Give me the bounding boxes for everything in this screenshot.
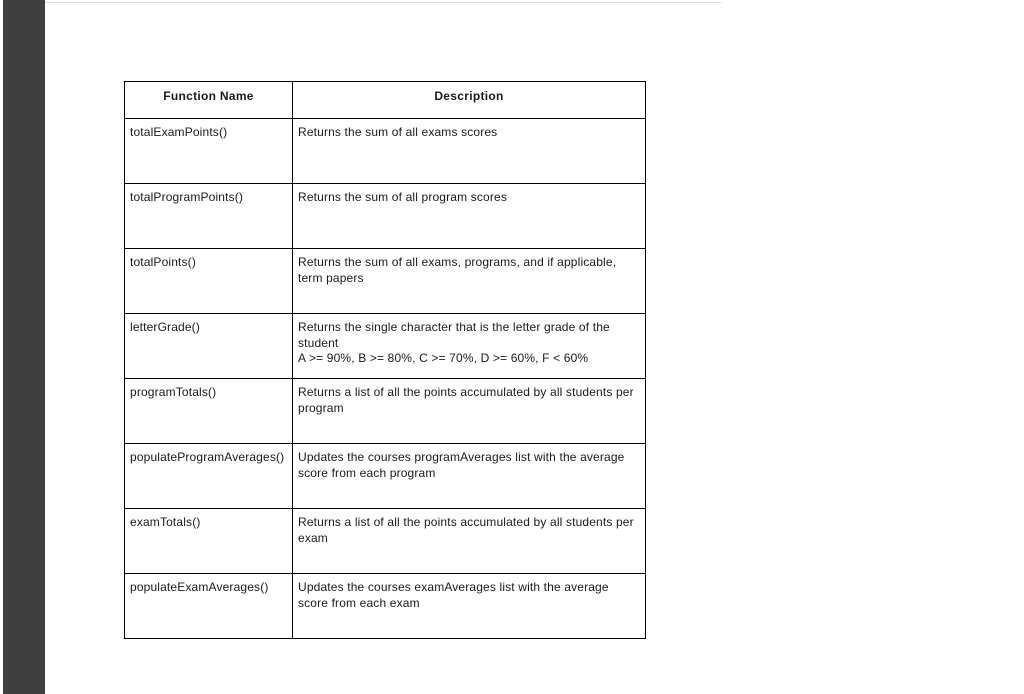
description-cell: [293, 509, 646, 574]
description-cell: [293, 444, 646, 509]
description-text: Returns a list of all the points accumulated by all students per program: [298, 385, 634, 415]
sidebar-edge: [0, 0, 3, 694]
function-name: examTotals(): [130, 515, 201, 529]
page-top-border: [45, 2, 721, 3]
description-cell: [293, 314, 646, 379]
function-name-cell: [125, 379, 293, 444]
grade-scale-text: A >= 90%, B >= 80%, C >= 70%, D >= 60%, F < 60%: [298, 351, 589, 365]
description-text: Returns a list of all the points accumulated by all students per exam: [298, 515, 634, 545]
table-row: [125, 184, 646, 249]
function-name-cell: [125, 249, 293, 314]
description-cell: [293, 574, 646, 639]
header-function-name: [125, 82, 293, 119]
description-cell: [293, 379, 646, 444]
header-function-name-label: Function Name: [163, 89, 254, 103]
table-row: [125, 379, 646, 444]
function-name: totalPoints(): [130, 255, 196, 269]
description-text: Updates the courses examAverages list with the average score from each exam: [298, 580, 609, 610]
function-name: populateExamAverages(): [130, 580, 269, 594]
table-body: [125, 119, 646, 639]
description-text: Returns the sum of all program scores: [298, 190, 507, 204]
table-row: [125, 314, 646, 379]
table-row: [125, 444, 646, 509]
function-name-cell: [125, 314, 293, 379]
function-name-cell: [125, 119, 293, 184]
function-name: totalProgramPoints(): [130, 190, 244, 204]
description-text: Returns the sum of all exams scores: [298, 125, 498, 139]
header-description: [293, 82, 646, 119]
description-text: Returns the sum of all exams, programs, and if applicable, term papers: [298, 255, 617, 285]
table-header-row: [125, 82, 646, 119]
description-text: Updates the courses programAverages list with the average score from each program: [298, 450, 625, 480]
function-name-cell: [125, 574, 293, 639]
function-name-cell: [125, 184, 293, 249]
function-name: populateProgramAverages(): [130, 450, 285, 464]
table-row: [125, 249, 646, 314]
function-name-cell: [125, 444, 293, 509]
left-sidebar: [0, 0, 45, 694]
function-name: letterGrade(): [130, 320, 200, 334]
function-name: totalExamPoints(): [130, 125, 228, 139]
table-row: [125, 509, 646, 574]
table-row: [125, 119, 646, 184]
table-row: [125, 574, 646, 639]
description-cell: [293, 119, 646, 184]
description-cell: [293, 184, 646, 249]
function-name: programTotals(): [130, 385, 217, 399]
function-table: [124, 81, 646, 639]
function-name-cell: [125, 509, 293, 574]
description-text: Returns the single character that is the letter grade of the student: [298, 320, 610, 350]
description-cell: [293, 249, 646, 314]
header-description-label: Description: [434, 89, 504, 103]
